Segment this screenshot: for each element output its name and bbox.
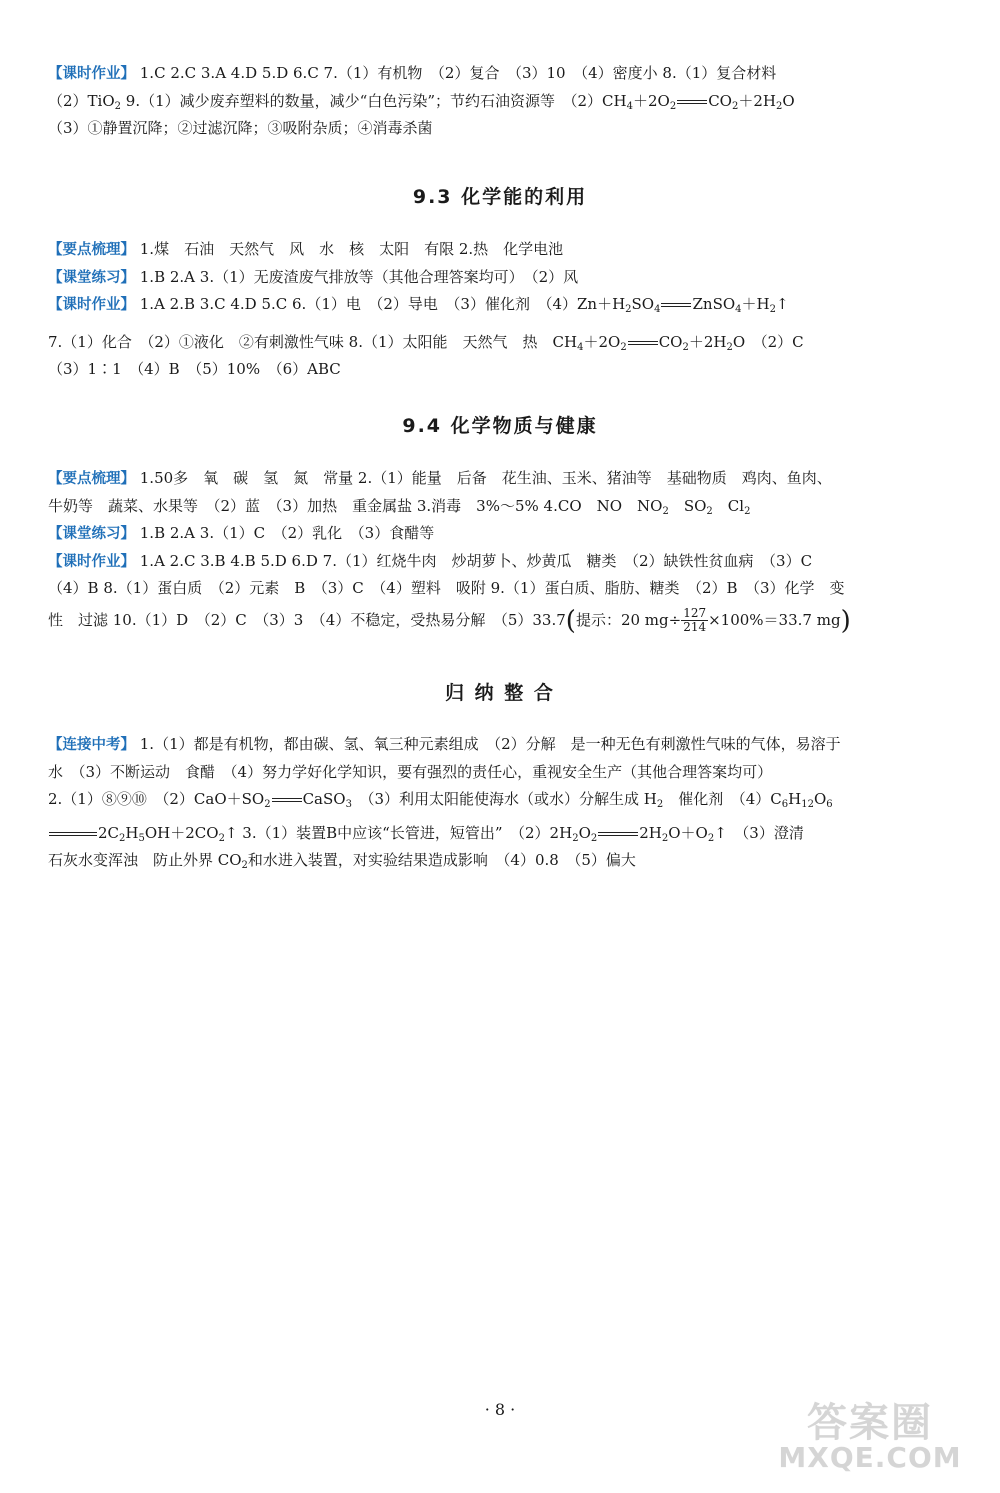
sub: 2: [119, 832, 126, 844]
answers-line: 1.50多 氧 碳 氢 氮 常量 2.（1）能量 后备 花生油、玉米、猪油等 基础物质 鸡肉、鱼肉、: [135, 469, 832, 487]
answer-text: （2）TiO: [48, 91, 115, 110]
answer-text: ＋2H: [738, 91, 776, 110]
answer-text: O （2）C: [732, 332, 804, 351]
sub: 2: [114, 100, 122, 112]
answer-text: O: [782, 91, 795, 110]
answer-text: 1.A 2.B 3.C 4.D 5.C 6.（1）电 （2）导电 （3）催化剂 （4）Zn＋H: [135, 295, 626, 313]
answer-text: H: [125, 823, 139, 842]
sub: 4: [735, 304, 742, 315]
answer-text: SO: [668, 496, 707, 515]
sub: 6: [826, 799, 833, 810]
denominator: 214: [683, 620, 707, 634]
tag-keshi-zuoye: 【课时作业】: [48, 297, 135, 313]
answer-text: O: [578, 823, 591, 842]
sub: 2: [264, 799, 271, 810]
answers-line: 1.煤 石油 天然气 风 水 核 太阳 有限 2.热 化学电池: [135, 240, 564, 258]
reaction-condition: [48, 820, 98, 848]
sub: 4: [654, 304, 661, 315]
sub: 2: [744, 505, 751, 517]
watermark-title: 答案圈: [807, 1400, 933, 1446]
answers-line: 水 （3）不断运动 食醋 （4）努力学好化学知识，要有强烈的责任心，重视安全生产（其他合理答案均可）: [48, 762, 773, 781]
sub: 2: [218, 832, 225, 844]
answer-text: ZnSO: [692, 295, 736, 313]
tag-yaodian-shuli: 【要点梳理】: [48, 471, 135, 487]
reaction-condition: [597, 820, 639, 848]
sub: 3: [345, 799, 352, 810]
hint-text: ×100%＝33.7 mg: [708, 610, 841, 629]
heading-9-3: 9.3 化学能的利用: [412, 186, 588, 208]
sub: 6: [781, 799, 789, 810]
answer-text: ↑ 3.（1）装置B中应该“长管进，短管出” （2）2H: [224, 823, 573, 842]
sub: 2: [707, 832, 715, 844]
tag-ketang-lianxi: 【课堂练习】: [48, 526, 135, 542]
answers-line: 1.（1）都是有机物，都由碳、氢、氧三种元素组成 （2）分解 是一种无色有刺激性气味的气体，易溶于: [135, 735, 841, 753]
answer-text: 和水进入装置，对实验结果造成影响 （4）0.8 （5）偏大: [247, 851, 636, 869]
answer-text: 9.（1）减少废弃塑料的数量，减少“白色污染”；节约石油资源等 （2）CH: [121, 91, 627, 110]
heading-summary: 归 纳 整 合: [445, 682, 555, 704]
section-9-3: [48, 236, 940, 384]
sub: 2: [726, 341, 733, 353]
sub: 2: [769, 304, 776, 315]
answer-text: Cl: [712, 496, 745, 515]
sub: 2: [775, 100, 783, 112]
sub: 2: [682, 341, 689, 353]
equals-bar: [598, 832, 638, 836]
reaction-condition: [627, 329, 659, 357]
sub: 2: [656, 799, 664, 810]
answer-text: CO: [708, 91, 732, 110]
answer-text: ＋2O: [632, 91, 670, 110]
answer-text: O: [813, 790, 827, 808]
hint-text: 提示：20 mg÷: [575, 610, 682, 629]
sub: 5: [138, 832, 145, 844]
answer-text: O＋O: [668, 823, 708, 842]
tag-keshi-zuoye: 【课时作业】: [48, 553, 135, 570]
answer-text: ＋2O: [583, 332, 621, 351]
answers-line: 1.A 2.C 3.B 4.B 5.D 6.D 7.（1）红烧牛肉 炒胡萝卜、炒黄瓜 糖类 （2）缺铁性贫血病 （3）C: [135, 551, 813, 570]
answer-text: 2.（1）⑧⑨⑩ （2）CaO＋SO: [48, 790, 265, 808]
answer-text: ＋2H: [688, 332, 727, 351]
answer-text: OH＋2CO: [144, 823, 219, 842]
answers-line: 1.B 2.A 3.（1）C （2）乳化 （3）食醋等: [135, 524, 435, 542]
answer-text: SO: [631, 295, 655, 313]
answer-text: 牛奶等 蔬菜、水果等 （2）蓝 （3）加热 重金属盐 3.消毒 3%～5% 4.CO NO NO: [48, 496, 663, 515]
sub: 2: [625, 304, 632, 315]
equals-bar: [661, 303, 691, 307]
section-9-4: [48, 465, 940, 637]
answer-text: ↑ （3）澄清: [714, 823, 804, 842]
sub: 2: [241, 860, 248, 871]
sub: 2: [706, 505, 713, 517]
answers-line: （3）1∶1 （4）B （5）10% （6）ABC: [48, 360, 341, 378]
watermark-logo: [760, 1391, 980, 1481]
sub: 4: [626, 100, 633, 112]
answers-line: 1.C 2.C 3.A 4.D 5.D 6.C 7.（1）有机物 （2）复合 （3）10 （4）密度小 8.（1）复合材料: [135, 64, 777, 82]
sub: 2: [620, 341, 627, 353]
sub: 2: [590, 832, 598, 844]
answer-text: 2C: [98, 823, 120, 842]
answer-text: ↑: [775, 295, 789, 313]
answers-line: 1.B 2.A 3.（1）无废渣废气排放等（其他合理答案均可） （2）风: [135, 267, 579, 286]
tag-lianjie-zhongkao: 【连接中考】: [48, 737, 135, 753]
numerator: 127: [683, 606, 707, 620]
section-keshi-zuoye-1: [48, 60, 940, 143]
page-number: · 8 ·: [484, 1400, 516, 1419]
right-paren: ): [840, 605, 851, 636]
sub: 12: [801, 799, 814, 810]
sub: 2: [669, 100, 677, 112]
answer-text: H: [788, 790, 802, 808]
sub: 2: [662, 505, 669, 517]
sub: 4: [577, 341, 584, 353]
answer-text: 催化剂 （4）C: [663, 790, 782, 808]
equals-bar: [677, 100, 707, 104]
equals-bar: [628, 341, 658, 345]
answer-text: 石灰水变浑浊 防止外界 CO: [48, 851, 242, 869]
equals-bar: [272, 798, 302, 802]
watermark-url: MXQE.COM: [778, 1441, 962, 1474]
answer-text: CaSO: [302, 790, 346, 808]
answer-text: CO: [658, 332, 683, 351]
tag-keshi-zuoye: 【课时作业】: [48, 66, 135, 82]
reaction-equals: [660, 291, 692, 319]
equals-bar: [49, 832, 97, 836]
sub: 2: [572, 832, 579, 844]
tag-ketang-lianxi: 【课堂练习】: [48, 269, 135, 286]
sub: 2: [661, 832, 669, 844]
answer-text: ＋H: [741, 295, 770, 313]
answer-text: 7.（1）化合 （2）①液化 ②有刺激性气味 8.（1）太阳能 天然气 热 CH: [48, 332, 578, 351]
answer-text: 2H: [639, 823, 662, 842]
left-paren: (: [565, 605, 576, 636]
heading-9-4: 9.4 化学物质与健康: [402, 415, 598, 437]
reaction-equals: [271, 786, 303, 814]
answers-line: （4）B 8.（1）蛋白质 （2）元素 B （3）C （4）塑料 吸附 9.（1）蛋白质、脂肪、糖类 （2）B （3）化学 变: [48, 579, 845, 597]
answer-text: （3）利用太阳能使海水（或水）分解生成 H: [351, 790, 657, 808]
answers-line: （3）①静置沉降；②过滤沉降；③吸附杂质；④消毒杀菌: [48, 119, 433, 137]
reaction-condition: [676, 88, 708, 116]
answer-text: 性 过滤 10.（1）D （2）C （3）3 （4）不稳定，受热易分解 （5）33.7: [48, 610, 566, 629]
tag-yaodian-shuli: 【要点梳理】: [48, 242, 135, 258]
sub: 2: [731, 100, 739, 112]
fraction: [681, 607, 708, 634]
section-summary: [48, 731, 940, 875]
